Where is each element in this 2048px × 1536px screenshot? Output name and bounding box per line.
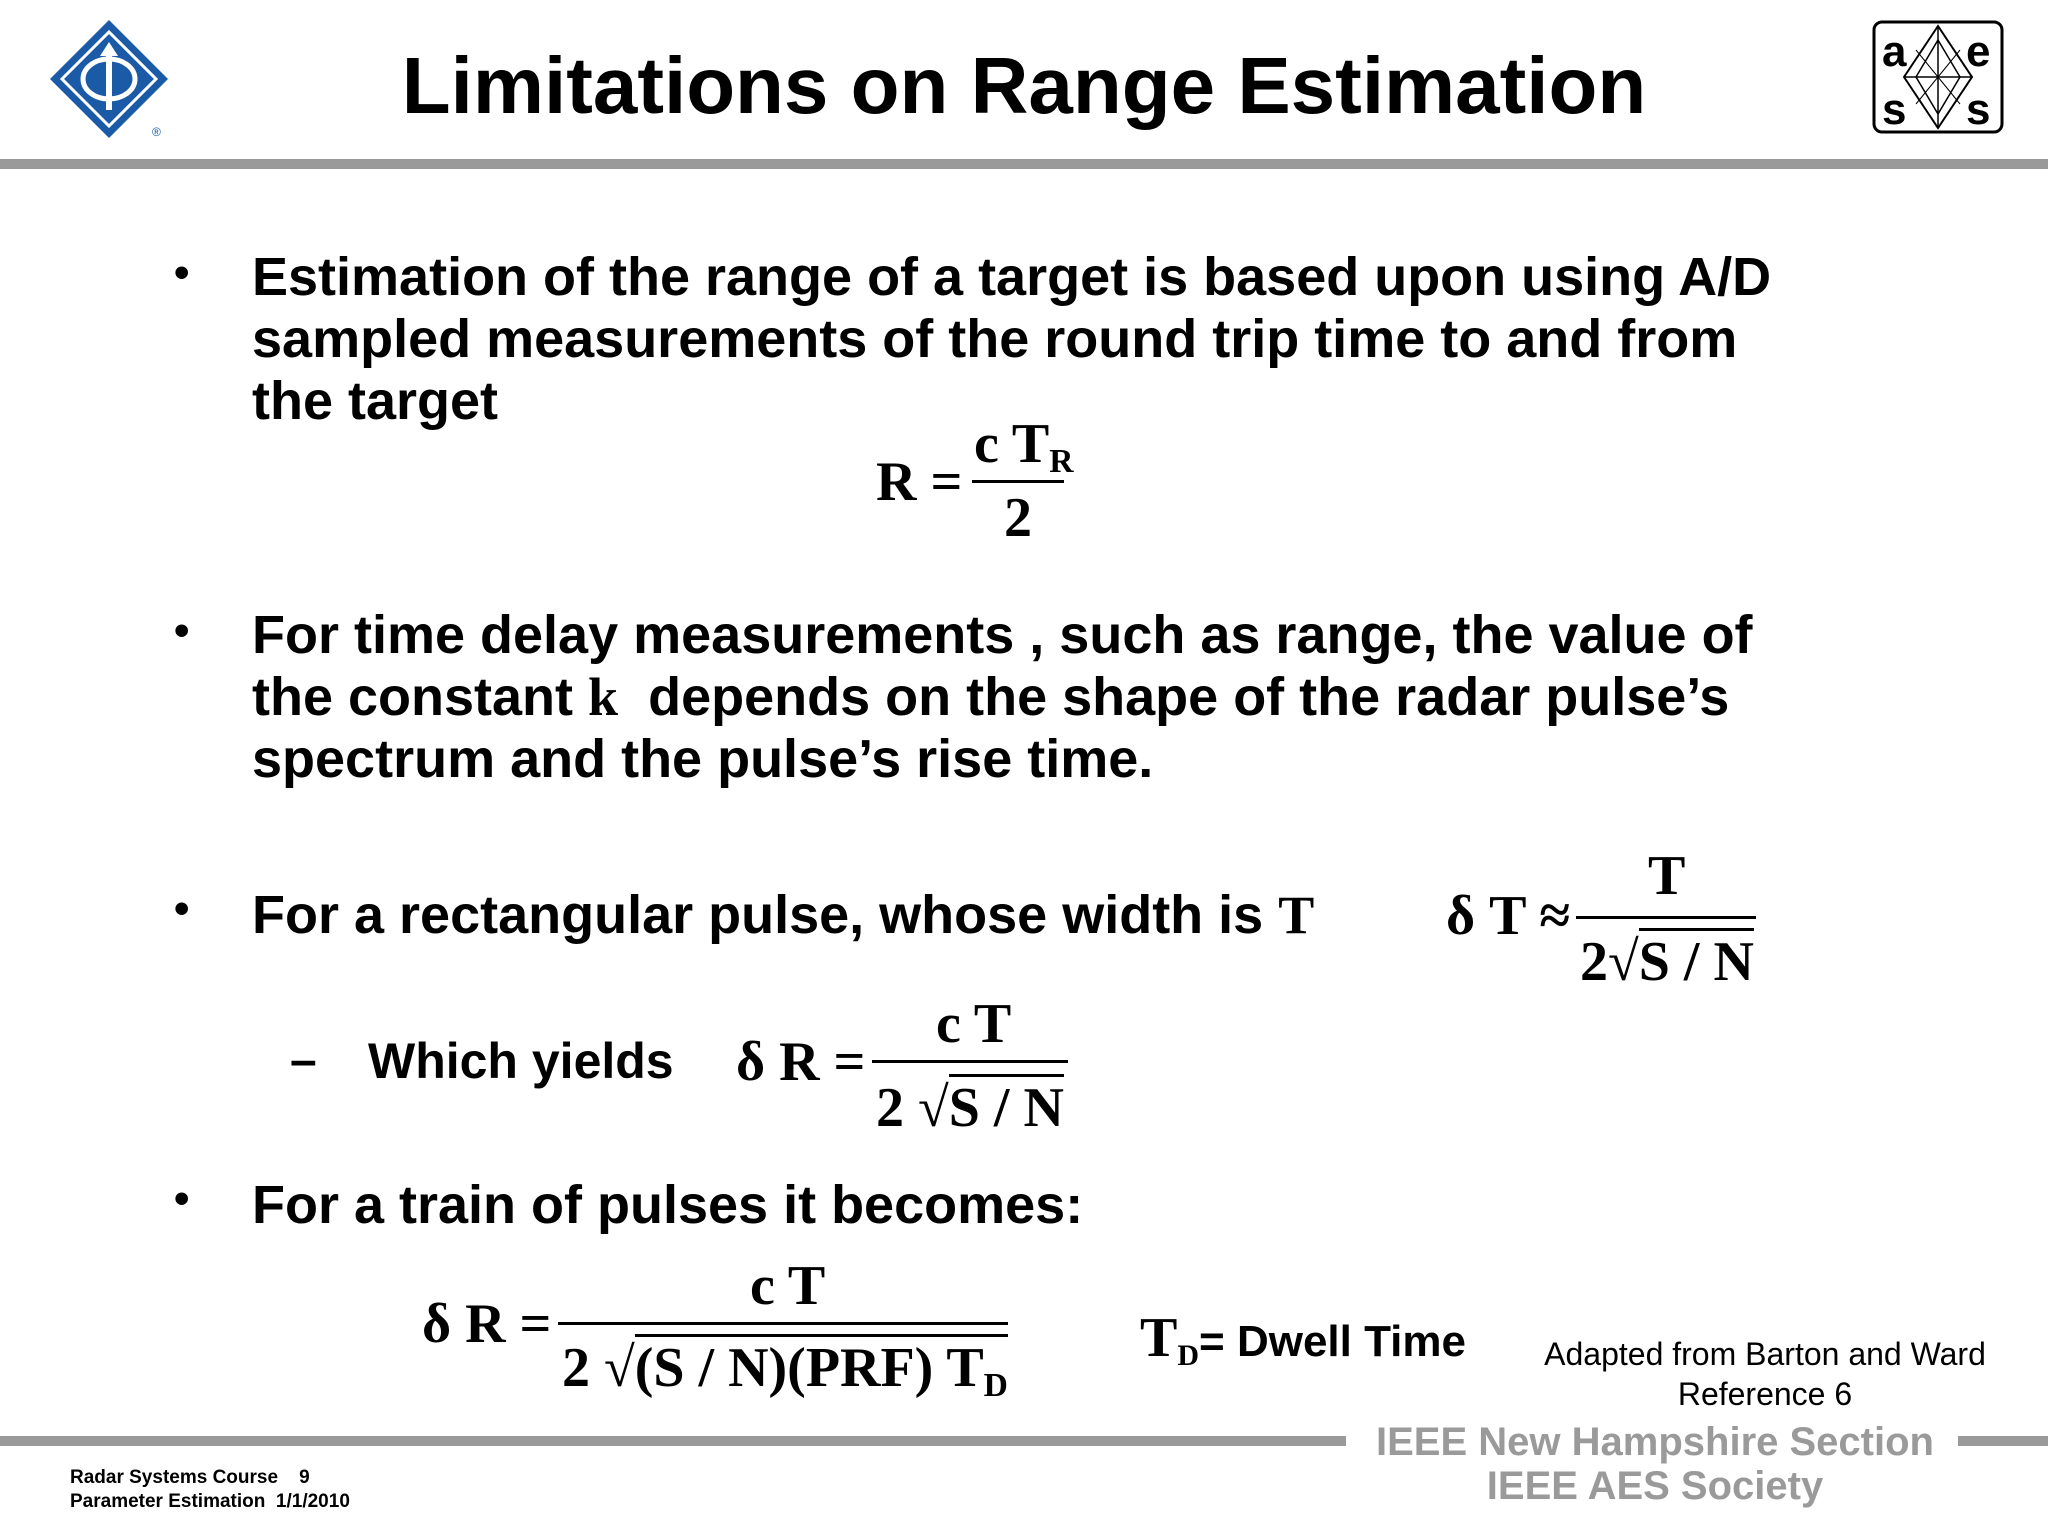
delta-t-num: T <box>1648 845 1686 907</box>
footer-course-info: Radar Systems Course 9 Parameter Estimation 1/1/2010 <box>70 1467 350 1512</box>
svg-text:s: s <box>1966 85 1991 134</box>
delta-t-lhs: δ T ≈ <box>1446 885 1571 947</box>
footer-rule-left <box>0 1436 1346 1446</box>
slide-title: Limitations on Range Estimation <box>401 41 1647 130</box>
footer-rule-right <box>1958 1436 2048 1446</box>
delta-r-den: 2 √S / N <box>876 1076 1064 1140</box>
range-num: c $T_R$ <box>974 413 1074 481</box>
bullet-2-text: For time delay measurements , such as range, the value of the constant k depends on the shape of the radar pulse’s spectrum and the pulse’s rise time. <box>252 605 1753 789</box>
range-formula <box>876 413 1076 550</box>
svg-text:a: a <box>1882 27 1907 76</box>
bullet-1-text: Estimation of the range of a target is based upon using A/D sampled measurements of the round trip time to and from the target <box>252 247 1772 431</box>
bullet-dot-3: • <box>174 884 190 933</box>
range-lhs: R = <box>876 451 963 513</box>
bullet-3-text: For a rectangular pulse, whose width is T <box>252 885 1315 945</box>
bullet-dot-4: • <box>174 1174 190 1223</box>
aess-logo <box>1872 20 2004 134</box>
delta-r-formula <box>736 993 1076 1139</box>
sub-bullet-text: Which yields <box>368 1033 674 1089</box>
bullet-dot-1: • <box>174 248 190 297</box>
dwell-time-label: $T_D=$ Dwell Time <box>1140 1307 1466 1372</box>
svg-text:s: s <box>1882 85 1907 134</box>
bullet-4-text: For a train of pulses it becomes: <box>252 1175 1084 1235</box>
delta-t-formula <box>1446 845 1766 993</box>
delta-r-train-num: c T <box>750 1255 826 1317</box>
delta-r-train-den: 2 √(S / N)(PRF) $T_D$ <box>562 1336 1008 1405</box>
range-den: 2 <box>1004 487 1032 549</box>
delta-r-train-formula <box>422 1256 1022 1406</box>
sub-bullet-dash: – <box>290 1034 317 1087</box>
bullet-dot-2: • <box>174 606 190 655</box>
footer-ieee-sections: IEEE New Hampshire Section IEEE AES Society <box>1376 1420 1934 1508</box>
delta-t-den: 2√S / N <box>1580 930 1754 994</box>
var-t: T <box>1278 885 1315 945</box>
var-k: k <box>588 667 619 727</box>
delta-r-num: c T <box>936 993 1012 1055</box>
delta-r-lhs: δ R = <box>736 1031 866 1093</box>
delta-r-train-lhs: δ R = <box>422 1293 552 1355</box>
header-rule <box>0 159 2048 169</box>
svg-text:e: e <box>1966 27 1991 76</box>
reference-note: Adapted from Barton and Ward Reference 6 <box>1544 1336 1986 1412</box>
svg-text:®: ® <box>152 125 161 139</box>
